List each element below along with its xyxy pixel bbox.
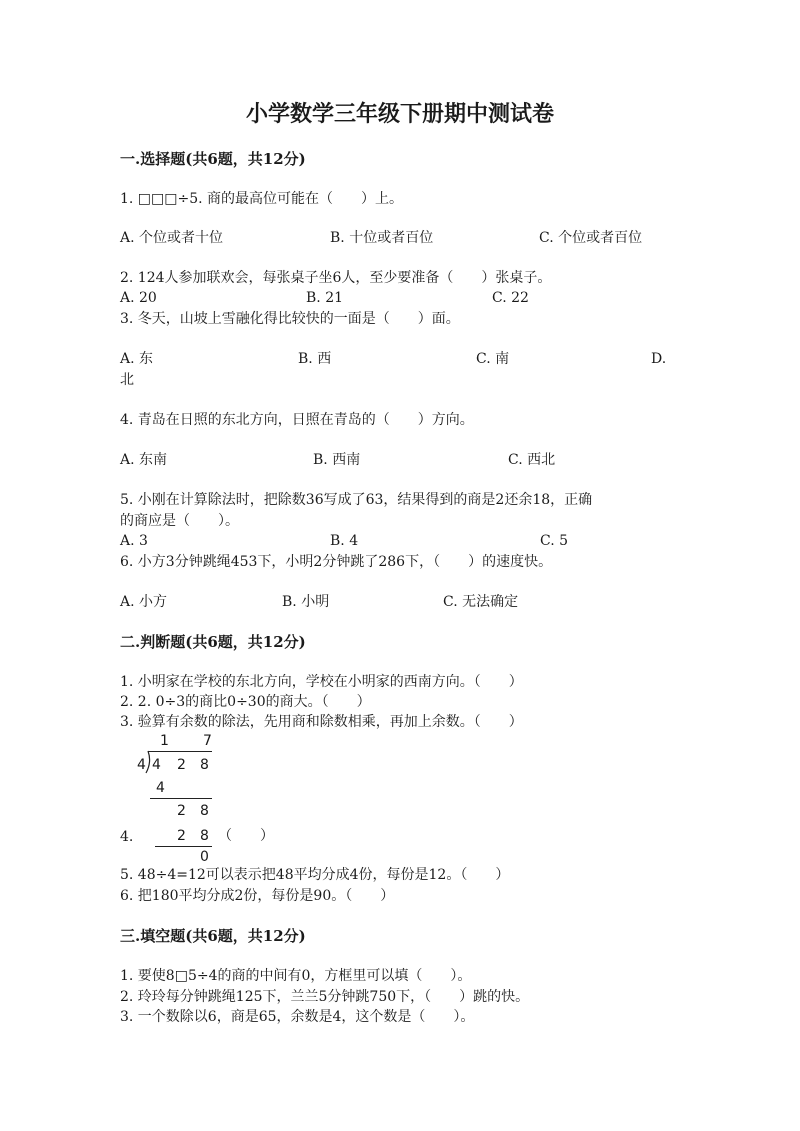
q2-option-c: C. 22	[492, 290, 529, 306]
q5-option-c: C. 5	[540, 533, 569, 549]
q3-option-d: D.	[651, 351, 667, 367]
section-heading-fill: 三.填空题(共6题，共12分)	[120, 927, 306, 945]
page-title: 小学数学三年级下册期中测试卷	[245, 101, 554, 127]
step3-digit-2: 8	[200, 828, 209, 844]
q1-option-b: B. 十位或者百位	[330, 230, 434, 246]
q6-option-b: B. 小明	[282, 594, 330, 610]
judge-q1: 1. 小明家在学校的东北方向，学校在小明家的西南方向。（ ）	[120, 674, 523, 690]
q2-stem: 2. 124人参加联欢会，每张桌子坐6人，至少要准备（ ）张桌子。	[120, 270, 552, 286]
dividend-digit-1: 4	[152, 757, 161, 773]
quotient-digit-1: 1	[160, 733, 169, 749]
section-heading-choice: 一.选择题(共6题，共12分)	[120, 150, 306, 168]
step1-line	[150, 798, 212, 799]
q2-option-b: B. 21	[306, 290, 344, 306]
judge-q5: 5. 48÷4=12可以表示把48平均分成4份，每份是12。（ ）	[120, 867, 510, 883]
q3-stem: 3. 冬天，山坡上雪融化得比较快的一面是（ ）面。	[120, 311, 460, 327]
q4-option-c: C. 西北	[508, 452, 556, 468]
fill-q2: 2. 玲玲每分钟跳绳125下，兰兰5分钟跳750下，（ ）跳的快。	[120, 989, 530, 1005]
q6-stem: 6. 小方3分钟跳绳453下，小明2分钟跳了286下，（ ）的速度快。	[120, 554, 553, 570]
q5-stem-line1: 5. 小刚在计算除法时，把除数36写成了63，结果得到的商是2还余18，正确	[120, 492, 593, 508]
fill-q3: 3. 一个数除以6，商是65，余数是4，这个数是（ ）。	[120, 1009, 475, 1025]
judge-q4-paren: （ ）	[218, 828, 274, 844]
step2-digit-2: 8	[200, 803, 209, 819]
judge-q2: 2. 2. 0÷3的商比0÷30的商大。（ ）	[120, 694, 371, 710]
step3-digit-1: 2	[177, 828, 186, 844]
q1-option-c: C. 个位或者百位	[539, 230, 643, 246]
dividend-digit-3: 8	[200, 757, 209, 773]
judge-q6: 6. 把180平均分成2份，每份是90。（ ）	[120, 888, 395, 904]
q3-option-a: A. 东	[120, 351, 154, 367]
q3-option-d-text: 北	[120, 372, 134, 388]
q6-option-c: C. 无法确定	[443, 594, 519, 610]
divisor: 4	[137, 757, 146, 773]
q5-option-b: B. 4	[330, 533, 359, 549]
q4-option-b: B. 西南	[313, 452, 361, 468]
q4-option-a: A. 东南	[120, 452, 168, 468]
division-bar	[148, 751, 212, 752]
remainder: 0	[200, 849, 209, 865]
judge-q3: 3. 验算有余数的除法，先用商和除数相乘，再加上余数。（ ）	[120, 714, 523, 730]
section-heading-judgment: 二.判断题(共6题，共12分)	[120, 633, 306, 651]
q3-option-b: B. 西	[298, 351, 332, 367]
step1-product: 4	[156, 780, 165, 796]
q1-option-a: A. 个位或者十位	[120, 230, 224, 246]
quotient-digit-2: 7	[203, 733, 212, 749]
q3-option-c: C. 南	[476, 351, 510, 367]
q4-stem: 4. 青岛在日照的东北方向，日照在青岛的（ ）方向。	[120, 412, 474, 428]
q1-stem: 1. □□□÷5. 商的最高位可能在（ ）上。	[120, 191, 404, 207]
q6-option-a: A. 小方	[120, 594, 168, 610]
q5-stem-line2: 的商应是（ ）。	[120, 513, 239, 529]
judge-q4-label: 4.	[120, 829, 134, 845]
dividend-digit-2: 2	[177, 757, 186, 773]
q5-option-a: A. 3	[120, 533, 148, 549]
q2-option-a: A. 20	[120, 290, 157, 306]
step2-digit-1: 2	[177, 803, 186, 819]
fill-q1: 1. 要使8□5÷4的商的中间有0，方框里可以填（ ）。	[120, 968, 472, 984]
step3-line	[155, 846, 212, 847]
